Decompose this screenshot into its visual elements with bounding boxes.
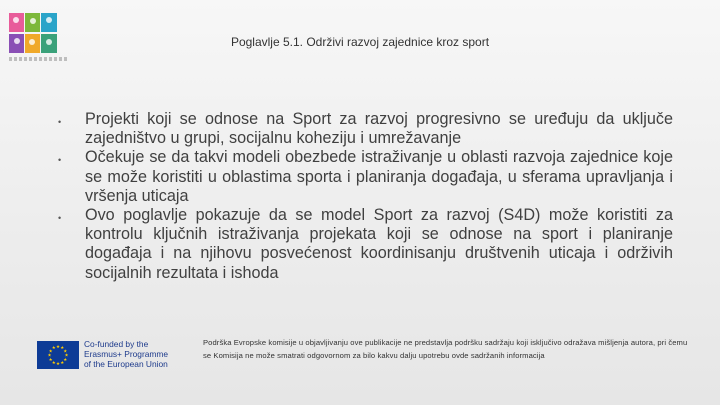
bullet-item [55,148,673,206]
eu-star: ★ [51,345,56,351]
eu-star: ★ [64,352,69,358]
eu-flag-icon [37,341,79,369]
bullet-item [55,110,673,148]
eu-line: of the European Union [84,359,168,369]
bullet-marker: • [58,213,62,224]
eu-star: ★ [48,356,53,362]
bullet-item [55,206,673,283]
bullet-text: Projekti koji se odnose na Sport za razvoj progresivno se uređuju da uključe zajedništvo u grupi, socijalnu koheziju i umrežavanje [85,110,673,148]
bullet-marker: • [58,117,62,127]
eu-star: ★ [60,359,65,365]
slide-title: Poglavlje 5.1. Održivi razvoj zajednice kroz sport [230,35,490,49]
eu-line: Erasmus+ Programme [84,349,169,359]
bullet-marker: • [58,155,62,166]
eu-star: ★ [60,345,65,351]
eu-star: ★ [47,352,52,358]
eu-cofunded-text [84,339,194,369]
eu-star: ★ [48,348,53,354]
eu-star: ★ [63,348,68,354]
eu-star: ★ [63,356,68,362]
disclaimer-text: Podrška Evropske komisije u objavljivanju ove publikacije ne predstavlja podršku sadržaju koji isključivo odražava mišljenja autora, pri čemu se Komisija ne može smatrati odgovornom za bilo kakvu dalju upotrebu ovde sadržanih informacija [203,338,688,360]
bullet-text: Ovo poglavlje pokazuje da se model Sport za razvoj (S4D) može koristiti za kontrolu ključnih istraživanja projekata koji se odnose na sport i planiranje događaja i na njihovu posvećenost koordinisanju društvenih uticaja i održivih socijalnih rezultata i ishoda [85,206,673,282]
eu-star: ★ [51,359,56,365]
eu-star: ★ [55,344,61,350]
logo-caption [9,57,69,61]
eu-star: ★ [55,361,61,367]
eu-line: Co-funded by the [84,339,149,349]
bullet-text: Očekuje se da takvi modeli obezbede istraživanje u oblasti razvoja zajednice koje se može koristiti u oblastima sporta i planiranja događaja, u sferama upravljanja i vršenja uticaja [85,148,673,205]
bullet-list [55,110,673,283]
